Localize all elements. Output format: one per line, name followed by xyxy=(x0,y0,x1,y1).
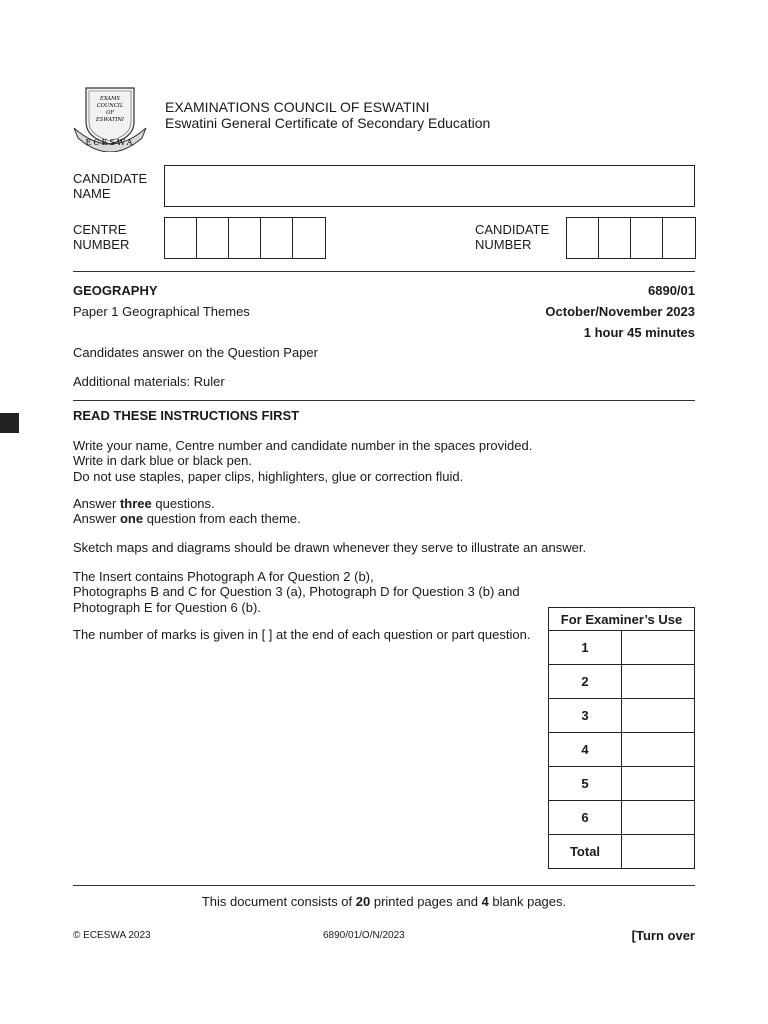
exam-session: October/November 2023 xyxy=(545,304,695,319)
answer-on-note: Candidates answer on the Question Paper xyxy=(73,345,318,360)
paper-reference: 6890/01/O/N/2023 xyxy=(323,930,405,941)
mark-cell[interactable] xyxy=(622,733,695,767)
examiner-table-heading: For Examiner’s Use xyxy=(549,608,695,631)
candidate-number-cell[interactable] xyxy=(599,218,631,258)
centre-number-cell[interactable] xyxy=(229,218,261,258)
candidate-number-cell[interactable] xyxy=(631,218,663,258)
centre-number-cell[interactable] xyxy=(165,218,197,258)
instructions-heading: READ THESE INSTRUCTIONS FIRST xyxy=(73,408,300,423)
instructions-marks: The number of marks is given in [ ] at the end of each question or part question. xyxy=(73,627,531,642)
divider xyxy=(73,885,695,886)
mark-cell[interactable] xyxy=(622,767,695,801)
page-count-note: This document consists of 20 printed pages and 4 blank pages. xyxy=(201,894,567,909)
qualification-name: Eswatini General Certificate of Secondary Education xyxy=(165,115,491,131)
table-row: Total xyxy=(549,835,695,869)
turn-over: [Turn over xyxy=(631,928,695,943)
instructions-answer: Answer three questions. Answer one question from each theme. xyxy=(73,496,301,527)
table-row: 6 xyxy=(549,801,695,835)
instructions-general: Write your name, Centre number and candidate number in the spaces provided. Write in dark blue or black pen. Do not use staples, paper clips, highlighters, glue or correction fluid. xyxy=(73,438,533,484)
candidate-name-field[interactable] xyxy=(164,165,695,207)
mark-cell[interactable] xyxy=(622,631,695,665)
header-text xyxy=(165,99,490,131)
subject: GEOGRAPHY xyxy=(73,283,158,298)
table-row: 5 xyxy=(549,767,695,801)
additional-materials: Additional materials: Ruler xyxy=(73,374,225,389)
divider xyxy=(73,271,695,272)
centre-number-cell[interactable] xyxy=(293,218,326,258)
logo-text-1: EXAMS xyxy=(100,96,120,102)
table-row: 2 xyxy=(549,665,695,699)
candidate-number-label: CANDIDATE NUMBER xyxy=(475,222,550,252)
logo-ribbon: ECESWA xyxy=(85,138,135,147)
mark-cell[interactable] xyxy=(622,801,695,835)
logo-text-3: OF xyxy=(106,110,114,116)
paper-code: 6890/01 xyxy=(648,283,695,298)
logo-text-2: COUNCIL xyxy=(96,103,124,109)
mark-cell[interactable] xyxy=(622,835,695,869)
copyright: © ECESWA 2023 xyxy=(73,930,151,941)
side-tab-marker xyxy=(0,413,19,433)
council-name: EXAMINATIONS COUNCIL OF ESWATINI xyxy=(165,99,430,115)
centre-number-boxes[interactable] xyxy=(164,217,326,259)
divider xyxy=(73,400,695,401)
instructions-insert: The Insert contains Photograph A for Question 2 (b), Photographs B and C for Question 3 (a), Photograph D for Question 3 (b) and Photograph E for Question 6 (b). xyxy=(73,569,520,615)
eceswa-logo xyxy=(72,82,148,152)
table-row: 4 xyxy=(549,733,695,767)
candidate-name-label: CANDIDATE NAME xyxy=(73,171,148,201)
logo-text-4: ESWATINI xyxy=(96,117,124,123)
examiner-use-table xyxy=(548,607,695,869)
centre-number-cell[interactable] xyxy=(261,218,293,258)
eceswa-crest-icon xyxy=(72,82,148,152)
candidate-number-cell[interactable] xyxy=(567,218,599,258)
candidate-number-boxes[interactable] xyxy=(566,217,696,259)
candidate-number-cell[interactable] xyxy=(663,218,696,258)
mark-cell[interactable] xyxy=(622,699,695,733)
exam-duration: 1 hour 45 minutes xyxy=(583,325,695,340)
centre-number-label: CENTRE NUMBER xyxy=(73,222,130,252)
mark-cell[interactable] xyxy=(622,665,695,699)
instructions-sketch: Sketch maps and diagrams should be drawn whenever they serve to illustrate an answer. xyxy=(73,540,587,555)
paper-title: Paper 1 Geographical Themes xyxy=(73,304,250,319)
table-row: 1 xyxy=(549,631,695,665)
table-row: 3 xyxy=(549,699,695,733)
centre-number-cell[interactable] xyxy=(197,218,229,258)
